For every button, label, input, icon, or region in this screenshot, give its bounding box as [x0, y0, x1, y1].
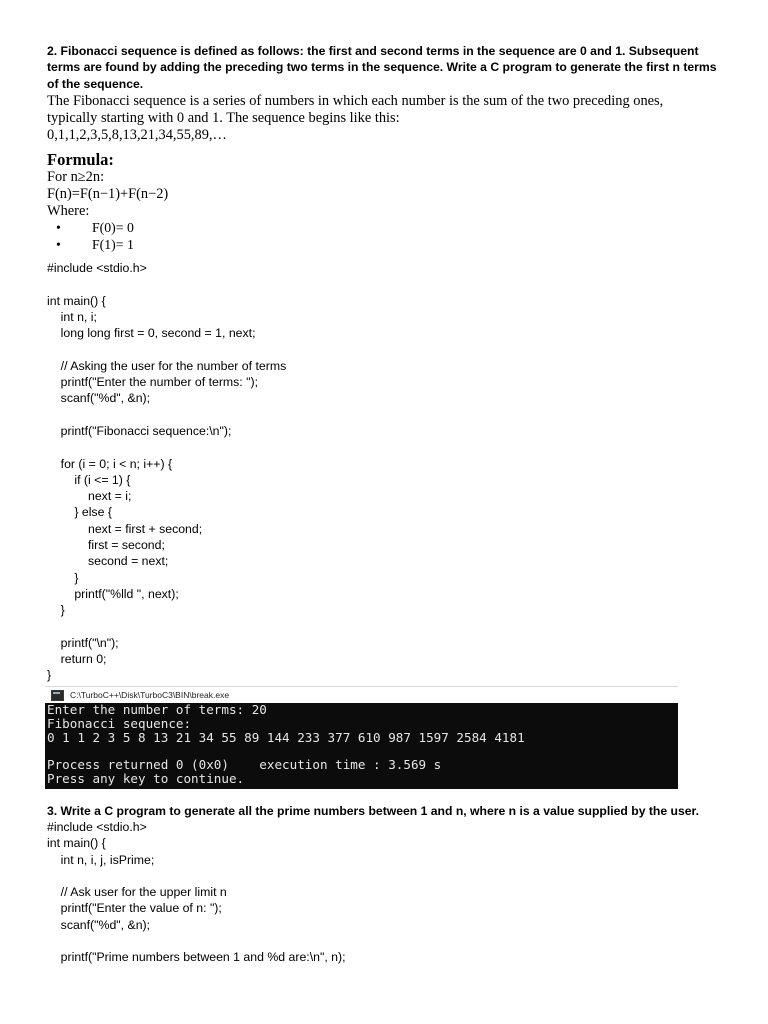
code-line: printf("%lld ", next); [47, 586, 179, 601]
code-line: long long first = 0, second = 1, next; [47, 326, 256, 341]
code-line: first = second; [47, 538, 165, 553]
fibonacci-code-block [47, 260, 286, 684]
code-line: } [47, 570, 79, 585]
formula-line: For n≥2n: [47, 169, 105, 185]
console-app-icon [51, 690, 64, 701]
console-line: 0 1 1 2 3 5 8 13 21 34 55 89 144 233 377 610 987 1597 2584 4181 [47, 729, 525, 745]
code-line: if (i <= 1) { [47, 472, 131, 487]
bullet-item [56, 220, 134, 236]
question-2-heading: 2. Fibonacci sequence is defined as follows: the first and second terms in the sequence are 0 and 1. Subsequent terms are found by adding the preceding two terms in the sequence. Write a C program to generate the first n terms of the sequence. [47, 44, 717, 91]
code-line: second = next; [47, 554, 169, 569]
code-line: printf("\n"); [47, 635, 119, 650]
formula-line: F(n)=F(n−1)+F(n−2) [47, 186, 169, 202]
intro-line-1: The Fibonacci sequence is a series of numbers in which each number is the sum of the two preceding ones, [47, 93, 664, 109]
console-line: Fibonacci sequence: [47, 715, 192, 731]
prime-code-block [47, 819, 346, 966]
code-line: scanf("%d", &n); [47, 391, 151, 406]
code-line: #include <stdio.h> [47, 261, 147, 275]
code-line: printf("Enter the value of n: "); [47, 901, 222, 916]
code-line: int n, i; [47, 309, 97, 324]
code-line: for (i = 0; i < n; i++) { [47, 456, 173, 471]
code-line: } [47, 603, 65, 618]
code-line: int n, i, j, isPrime; [47, 852, 155, 867]
bullet-text: F(0)= 0 [92, 220, 134, 235]
code-line: printf("Prime numbers between 1 and %d are:\n", n); [47, 950, 346, 965]
code-line: next = i; [47, 489, 132, 504]
code-line: int main() { [47, 293, 106, 308]
code-line: next = first + second; [47, 521, 203, 536]
question-3-heading: 3. Write a C program to generate all the prime numbers between 1 and n, where n is a value supplied by the user. [47, 804, 699, 818]
code-line: int main() { [47, 836, 106, 851]
code-line: printf("Enter the number of terms: "); [47, 375, 259, 390]
console-line: Enter the number of terms: 20 [47, 703, 267, 717]
bullet-text: F(1)= 1 [92, 237, 134, 252]
code-line: scanf("%d", &n); [47, 917, 151, 932]
console-title-bar [45, 686, 678, 703]
code-line: } else { [47, 505, 112, 520]
console-window-title: C:\TurboC++\Disk\TurboC3\BIN\break.exe [70, 690, 230, 700]
bullet-dot: • [56, 237, 61, 252]
bullet-dot: • [56, 220, 61, 235]
console-output [45, 703, 678, 789]
code-line: } [47, 668, 52, 683]
console-window-screenshot [45, 686, 678, 788]
code-line: #include <stdio.h> [47, 820, 147, 834]
intro-line-2: typically starting with 0 and 1. The sequence begins like this: [47, 110, 400, 126]
intro-line-3: 0,1,1,2,3,5,8,13,21,34,55,89,… [47, 127, 227, 143]
code-line: // Ask user for the upper limit n [47, 885, 227, 900]
console-line: Process returned 0 (0x0) execution time : 3.569 s [47, 757, 442, 773]
console-line: Press any key to continue. [47, 770, 245, 786]
code-line: return 0; [47, 652, 107, 667]
bullet-item [56, 237, 134, 253]
formula-title: Formula: [47, 150, 114, 169]
code-line: printf("Fibonacci sequence:\n"); [47, 423, 232, 438]
formula-line: Where: [47, 203, 90, 219]
code-line: // Asking the user for the number of terms [47, 358, 287, 373]
